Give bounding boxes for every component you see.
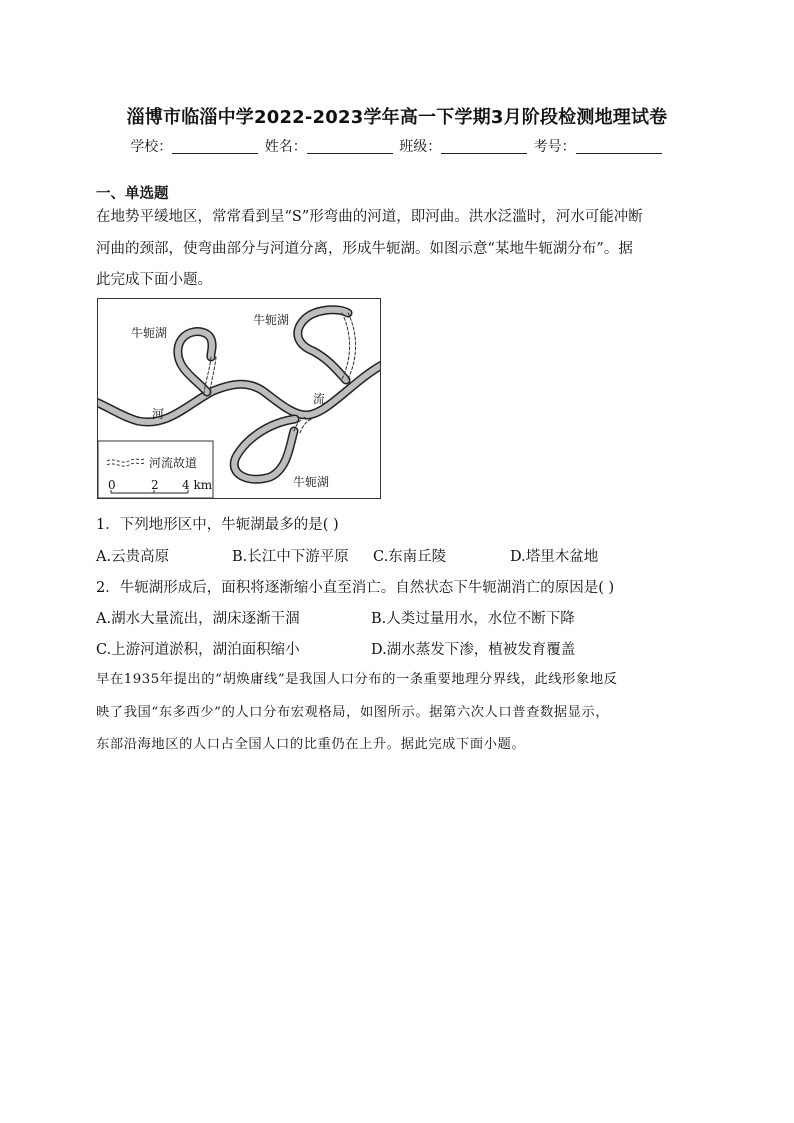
class-label: 班级： (399, 139, 442, 155)
name-blank (307, 139, 393, 154)
river-char-liu: 流 (313, 392, 326, 406)
q2-option-a[interactable]: A.湖水大量流出，湖床逐渐干涸 (96, 611, 300, 627)
q1-option-c[interactable]: C.东南丘陵 (373, 549, 447, 565)
school-blank (172, 139, 258, 154)
student-info-row (0, 136, 794, 156)
number-blank (576, 139, 662, 154)
passage1-line2: 河曲的颈部，使弯曲部分与河道分离，形成牛轭湖。如图示意“某地牛轭湖分布”。据 (96, 241, 633, 257)
scale-4km: 4 km (182, 478, 213, 492)
passage2-line2: 映了我国“东多西少”的人口分布宏观格局，如图所示。据第六次人口普查数据显示， (96, 705, 610, 720)
passage1-line1: 在地势平缓地区，常常看到呈“S”形弯曲的河道，即河曲。洪水泛滥时，河水可能冲断 (96, 209, 643, 225)
number-label: 考号： (533, 139, 576, 155)
lake-label-lower: 牛轭湖 (293, 475, 330, 489)
oxbow-lake-map (97, 298, 381, 499)
scale-0: 0 (108, 478, 116, 492)
q1-option-b[interactable]: B.长江中下游平原 (232, 549, 349, 565)
name-label: 姓名： (264, 139, 307, 155)
school-label: 学校： (130, 139, 173, 155)
passage1-line3: 此完成下面小题。 (96, 272, 212, 288)
q1-option-a[interactable]: A.云贵高原 (96, 549, 170, 565)
passage2-line1: 早在1935年提出的“胡焕庸线”是我国人口分布的一条重要地理分界线，此线形象地反 (96, 672, 618, 687)
scale-2: 2 (151, 478, 159, 492)
river-char-he: 河 (152, 407, 165, 421)
q2-stem: 2．牛轭湖形成后，面积将逐渐缩小直至消亡。自然状态下牛轭湖消亡的原因是( ) (96, 580, 615, 596)
page-title: 淄博市临淄中学2022-2023学年高一下学期3月阶段检测地理试卷 (126, 107, 668, 128)
class-blank (441, 139, 527, 154)
section-heading: 一、单选题 (96, 186, 169, 202)
legend-label: 河流故道 (149, 456, 198, 470)
q1-stem: 1．下列地形区中，牛轭湖最多的是( ) (96, 517, 339, 533)
lake-label-upper-right: 牛轭湖 (253, 313, 290, 327)
lake-label-upper-left: 牛轭湖 (131, 326, 168, 340)
q2-option-c[interactable]: C.上游河道淤积，湖泊面积缩小 (96, 642, 300, 658)
q2-option-d[interactable]: D.湖水蒸发下渗，植被发育覆盖 (371, 642, 576, 658)
q2-option-b[interactable]: B.人类过量用水，水位不断下降 (371, 611, 575, 627)
q1-option-d[interactable]: D.塔里木盆地 (510, 549, 599, 565)
passage2-line3: 东部沿海地区的人口占全国人口的比重仍在上升。据此完成下面小题。 (96, 737, 526, 752)
